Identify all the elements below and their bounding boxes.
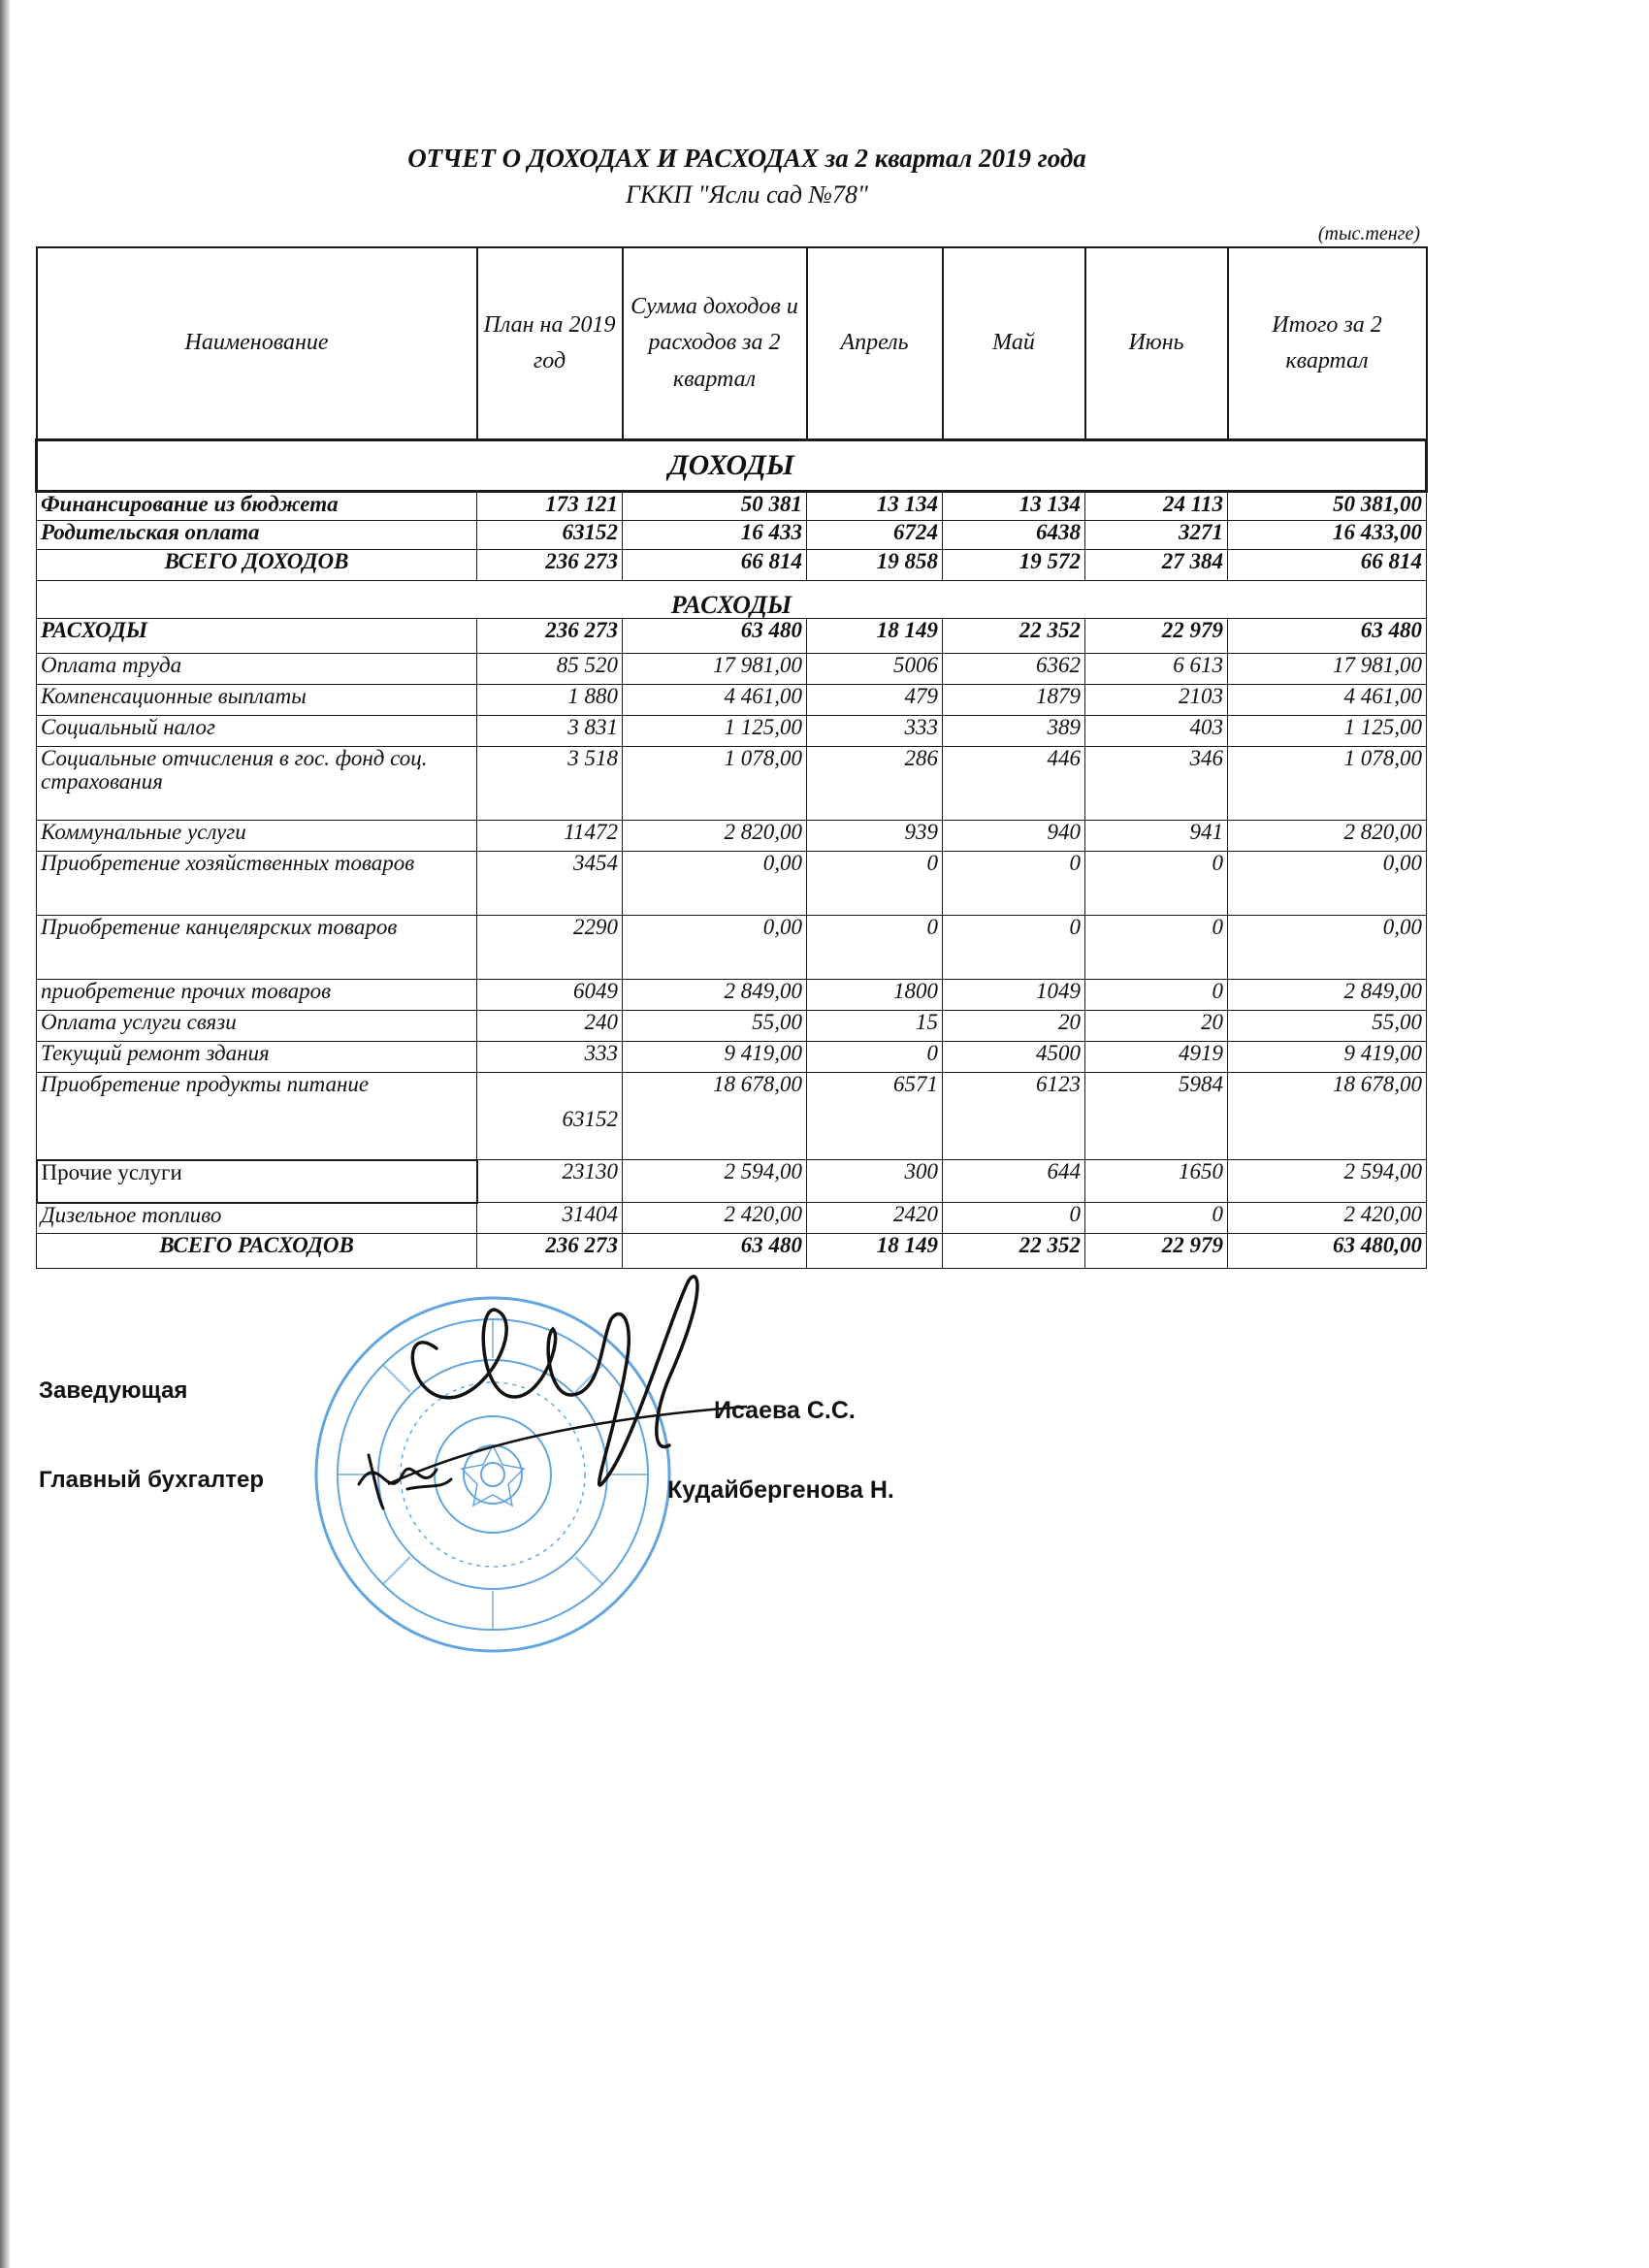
cell-may: 19 572 — [943, 550, 1085, 581]
expense-row — [37, 619, 1427, 654]
cell-apr: 15 — [807, 1011, 943, 1042]
row-name: приобретение прочих товаров — [37, 980, 477, 1011]
cell-total: 66 814 — [1228, 550, 1427, 581]
cell-apr: 0 — [807, 916, 943, 980]
cell-sum: 17 981,00 — [623, 654, 807, 685]
expense-row — [37, 1011, 1427, 1042]
organization-name: ГККП "Ясли сад №78" — [626, 180, 868, 209]
cell-jun: 0 — [1085, 852, 1228, 916]
cell-may: 6362 — [943, 654, 1085, 685]
cell-may: 13 134 — [943, 492, 1085, 521]
row-name: Социальные отчисления в гос. фонд соц. страхования — [37, 747, 477, 821]
cell-total: 9 419,00 — [1228, 1042, 1427, 1073]
report-title: ОТЧЕТ О ДОХОДАХ И РАСХОДАХ за 2 квартал 2019 года — [407, 144, 1086, 173]
cell-sum: 1 078,00 — [623, 747, 807, 821]
cell-sum: 0,00 — [623, 852, 807, 916]
cell-may: 0 — [943, 916, 1085, 980]
cell-apr: 300 — [807, 1160, 943, 1203]
cell-may: 0 — [943, 852, 1085, 916]
header-june: Июнь — [1085, 247, 1228, 440]
cell-may: 22 352 — [943, 1234, 1085, 1269]
cell-apr: 5006 — [807, 654, 943, 685]
header-april: Апрель — [807, 247, 943, 440]
cell-plan: 23130 — [477, 1160, 623, 1203]
cell-sum: 9 419,00 — [623, 1042, 807, 1073]
income-row — [37, 492, 1427, 521]
header-total: Итого за 2 квартал — [1228, 247, 1427, 440]
cell-plan: 63152 — [477, 521, 623, 550]
cell-may: 389 — [943, 716, 1085, 747]
cell-plan: 2290 — [477, 916, 623, 980]
cell-apr: 18 149 — [807, 619, 943, 654]
cell-plan: 236 273 — [477, 550, 623, 581]
cell-sum: 2 849,00 — [623, 980, 807, 1011]
row-name: Приобретение хозяйственных товаров — [37, 852, 477, 916]
cell-plan: 85 520 — [477, 654, 623, 685]
cell-plan: 236 273 — [477, 619, 623, 654]
expense-row — [37, 916, 1427, 980]
expense-row — [37, 654, 1427, 685]
scan-edge — [0, 0, 10, 2268]
row-name: Коммунальные услуги — [37, 821, 477, 852]
expense-row — [37, 716, 1427, 747]
cell-apr: 0 — [807, 1042, 943, 1073]
expense-row — [37, 852, 1427, 916]
cell-may: 1879 — [943, 685, 1085, 716]
cell-jun: 0 — [1085, 980, 1228, 1011]
cell-sum: 66 814 — [623, 550, 807, 581]
header-sum: Сумма доходов и расходов за 2 квартал — [623, 247, 807, 440]
cell-apr: 939 — [807, 821, 943, 852]
cell-apr: 19 858 — [807, 550, 943, 581]
cell-plan: 240 — [477, 1011, 623, 1042]
cell-may: 1049 — [943, 980, 1085, 1011]
expense-row — [37, 1042, 1427, 1073]
row-name: Текущий ремонт здания — [37, 1042, 477, 1073]
cell-jun: 3271 — [1085, 521, 1228, 550]
cell-may: 940 — [943, 821, 1085, 852]
cell-apr: 2420 — [807, 1203, 943, 1234]
table-header-row — [37, 247, 1427, 440]
cell-sum: 2 594,00 — [623, 1160, 807, 1203]
cell-total: 63 480 — [1228, 619, 1427, 654]
cell-jun: 5984 — [1085, 1073, 1228, 1160]
cell-may: 644 — [943, 1160, 1085, 1203]
cell-total: 1 125,00 — [1228, 716, 1427, 747]
income-row — [37, 550, 1427, 581]
expense-row — [37, 1203, 1427, 1234]
cell-jun: 20 — [1085, 1011, 1228, 1042]
row-name: Компенсационные выплаты — [37, 685, 477, 716]
income-row — [37, 521, 1427, 550]
cell-apr: 6571 — [807, 1073, 943, 1160]
expense-section-title: РАСХОДЫ — [37, 581, 1427, 619]
cell-plan: 31404 — [477, 1203, 623, 1234]
expense-rows — [37, 619, 1427, 1269]
cell-sum: 0,00 — [623, 916, 807, 980]
cell-total: 2 820,00 — [1228, 821, 1427, 852]
expense-row — [37, 1073, 1427, 1160]
cell-may: 6438 — [943, 521, 1085, 550]
cell-apr: 18 149 — [807, 1234, 943, 1269]
cell-sum: 63 480 — [623, 619, 807, 654]
cell-total: 0,00 — [1228, 852, 1427, 916]
row-name: Дизельное топливо — [37, 1203, 477, 1234]
cell-jun: 346 — [1085, 747, 1228, 821]
cell-total: 2 849,00 — [1228, 980, 1427, 1011]
cell-plan: 3 831 — [477, 716, 623, 747]
row-name: Оплата труда — [37, 654, 477, 685]
cell-apr: 13 134 — [807, 492, 943, 521]
cell-sum: 2 420,00 — [623, 1203, 807, 1234]
row-name: Приобретение канцелярских товаров — [37, 916, 477, 980]
cell-sum: 16 433 — [623, 521, 807, 550]
cell-plan: 173 121 — [477, 492, 623, 521]
cell-may: 446 — [943, 747, 1085, 821]
cell-plan: 1 880 — [477, 685, 623, 716]
cell-may: 0 — [943, 1203, 1085, 1234]
cell-plan: 236 273 — [477, 1234, 623, 1269]
cell-sum: 1 125,00 — [623, 716, 807, 747]
cell-plan: 333 — [477, 1042, 623, 1073]
expense-row — [37, 821, 1427, 852]
cell-may: 4500 — [943, 1042, 1085, 1073]
cell-total: 63 480,00 — [1228, 1234, 1427, 1269]
row-name: Приобретение продукты питание — [37, 1073, 477, 1160]
cell-total: 50 381,00 — [1228, 492, 1427, 521]
row-name: ВСЕГО ДОХОДОВ — [37, 550, 477, 581]
report-table — [35, 246, 1428, 1269]
cell-plan: 63152 — [477, 1073, 623, 1160]
unit-label: (тыс.тенге) — [1317, 223, 1420, 244]
cell-jun: 6 613 — [1085, 654, 1228, 685]
cell-apr: 286 — [807, 747, 943, 821]
row-name: Прочие услуги — [37, 1160, 477, 1203]
head-title: Заведующая — [39, 1377, 188, 1404]
header-may: Май — [943, 247, 1085, 440]
cell-plan: 3 518 — [477, 747, 623, 821]
header-name: Наименование — [37, 247, 477, 440]
cell-plan: 6049 — [477, 980, 623, 1011]
cell-jun: 4919 — [1085, 1042, 1228, 1073]
cell-apr: 1800 — [807, 980, 943, 1011]
row-name: Финансирование из бюджета — [37, 492, 477, 521]
cell-sum: 55,00 — [623, 1011, 807, 1042]
income-rows — [37, 492, 1427, 581]
expense-section-row — [37, 581, 1427, 619]
cell-jun: 941 — [1085, 821, 1228, 852]
expense-row — [37, 747, 1427, 821]
cell-jun: 22 979 — [1085, 1234, 1228, 1269]
expense-row — [37, 1160, 1427, 1203]
cell-may: 6123 — [943, 1073, 1085, 1160]
cell-total: 18 678,00 — [1228, 1073, 1427, 1160]
cell-sum: 50 381 — [623, 492, 807, 521]
cell-sum: 63 480 — [623, 1234, 807, 1269]
cell-apr: 333 — [807, 716, 943, 747]
expense-row — [37, 685, 1427, 716]
cell-jun: 403 — [1085, 716, 1228, 747]
cell-total: 2 420,00 — [1228, 1203, 1427, 1234]
row-name: Родительская оплата — [37, 521, 477, 550]
cell-apr: 6724 — [807, 521, 943, 550]
cell-sum: 2 820,00 — [623, 821, 807, 852]
cell-plan: 3454 — [477, 852, 623, 916]
cell-jun: 24 113 — [1085, 492, 1228, 521]
accountant-signature — [349, 1445, 456, 1513]
income-section-row — [37, 440, 1427, 492]
cell-jun: 0 — [1085, 916, 1228, 980]
expense-row — [37, 980, 1427, 1011]
cell-jun: 0 — [1085, 1203, 1228, 1234]
cell-total: 2 594,00 — [1228, 1160, 1427, 1203]
cell-may: 22 352 — [943, 619, 1085, 654]
cell-total: 16 433,00 — [1228, 521, 1427, 550]
row-name: ВСЕГО РАСХОДОВ — [37, 1234, 477, 1269]
income-section-title: ДОХОДЫ — [37, 440, 1427, 492]
cell-total: 17 981,00 — [1228, 654, 1427, 685]
row-name: РАСХОДЫ — [37, 619, 477, 654]
cell-total: 0,00 — [1228, 916, 1427, 980]
cell-jun: 1650 — [1085, 1160, 1228, 1203]
header-plan: План на 2019 год — [477, 247, 623, 440]
accountant-title: Главный бухгалтер — [39, 1467, 265, 1493]
cell-apr: 0 — [807, 852, 943, 916]
cell-sum: 4 461,00 — [623, 685, 807, 716]
cell-total: 4 461,00 — [1228, 685, 1427, 716]
cell-total: 55,00 — [1228, 1011, 1427, 1042]
head-name: Исаева С.С. — [714, 1397, 856, 1424]
cell-jun: 22 979 — [1085, 619, 1228, 654]
cell-apr: 479 — [807, 685, 943, 716]
cell-jun: 2103 — [1085, 685, 1228, 716]
accountant-name: Кудайбергенова Н. — [667, 1476, 894, 1504]
cell-may: 20 — [943, 1011, 1085, 1042]
cell-jun: 27 384 — [1085, 550, 1228, 581]
cell-total: 1 078,00 — [1228, 747, 1427, 821]
cell-plan: 11472 — [477, 821, 623, 852]
row-name: Социальный налог — [37, 716, 477, 747]
row-name: Оплата услуги связи — [37, 1011, 477, 1042]
cell-sum: 18 678,00 — [623, 1073, 807, 1160]
